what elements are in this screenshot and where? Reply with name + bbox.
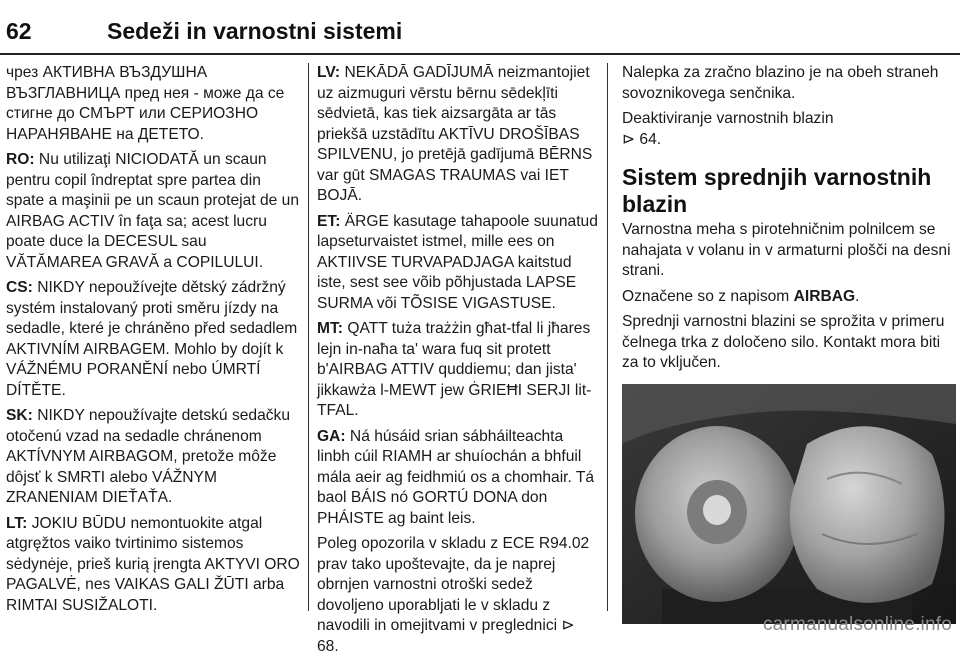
airbag-deploy: Sprednji varnostni blazini se sprožita v primeru čelnega trka z določeno silo. Kontakt mora biti za to vključen. xyxy=(622,313,945,371)
deactivation-note: Deaktiviranje varnostnih blazin ⊳ 64. xyxy=(622,110,834,148)
page-title: Sedeži in varnostni sistemi xyxy=(107,18,403,44)
lv-warning: LV: NEKĀDĀ GADĪJUMĀ neizmantojiet uz aizmuguri vērstu bērnu sēdekļīti sēdvietā, kas tiek aizsargāta ar tās priekšā uzstādītu AKTĪVU DROŠĪBAS SPILVENU, jo pretējā gadījumā BĒRNS var gūt SMAGAS TRAUMAS vai IET BOJĀ. xyxy=(317,64,593,204)
mt-warning: MT: QATT tuża trażżin għat-tfal li jħares lejn in-naħa ta' wara fuq sit protett b'AIRBAG ATTIV quddiemu; dan jista' jikkawża l-MEWT jew ĠRIEĦI SERJI lit-TFAL. xyxy=(317,320,592,419)
bg-warning: чрез АКТИВНА ВЪЗДУШНА ВЪЗГЛАВНИЦА пред нея - може да се стигне до СМЪРТ или СЕРИОЗНО НАРАНЯВАНЕ на ДЕТЕТО. xyxy=(6,64,285,143)
page-number: 62 xyxy=(6,18,32,44)
column-3 xyxy=(622,63,956,624)
ga-warning: GA: Ná húsáid srian sábháilteachta linbh cúil RIAMH ar shuíochán a bhfuil mála aeir ag feidhmiú os a chomhair. Tá baol BÁIS nó GORTÚ DONA don PHÁISTE ag baint leis. xyxy=(317,427,595,527)
page-header xyxy=(0,0,960,58)
column-2 xyxy=(317,63,599,662)
column-divider-1 xyxy=(308,63,309,611)
airbag-marking: Označene so z napisom AIRBAG. xyxy=(622,287,860,305)
column-1 xyxy=(6,63,300,621)
sk-warning: SK: NIKDY nepoužívajte detskú sedačku otočenú vzad na sedadle chránenom AKTÍVNYM AIRBAGOM, pretože môže dôjsť k SMRTI alebo VÁŽNYM ZRANENIAM DIEŤAŤA. xyxy=(6,407,291,506)
header-rule xyxy=(0,53,960,55)
airbag-label-note: Nalepka za zračno blazino je na obeh straneh sovoznikovega senčnika. xyxy=(622,64,939,102)
airbag-photo xyxy=(622,384,956,624)
lt-warning: LT: JOKIU BŪDU nemontuokite atgal atgręžtos vaiko tvirtinimo sistemos sėdynėje, prieš kurią įrengta AKTYVI ORO PAGALVĖ, nes VAIKAS GALI ŽŪTI arba RIMTAI SUSIŽALOTI. xyxy=(6,514,300,614)
watermark: carmanualsonline.info xyxy=(762,614,952,635)
section-heading: Sistem sprednjih varnostnih blazin xyxy=(622,164,932,217)
column-divider-2 xyxy=(607,63,608,611)
ece-note: Poleg opozorila v skladu z ECE R94.02 prav tako upoštevajte, da je naprej obrnjen varnostni otroški sedež dovoljeno uporabljati le v skladu z navodili in omejitvami v preglednici ⊳ 68. xyxy=(317,535,590,655)
cs-warning: CS: NIKDY nepoužívejte dětský zádržný systém instalovaný proti směru jízdy na sedadle, které je chráněno před sedadlem AKTIVNÍM AIRBAGEM. Mohlo by dojít k VÁŽNÉMU PORANĚNÍ nebo ÚMRTÍ DÍTĚTE. xyxy=(6,279,298,399)
ro-warning: RO: Nu utilizaţi NICIODATĂ un scaun pentru copil îndreptat spre partea din spate a maşinii pe un scaun protejat de un AIRBAG ACTIV în faţa sa; acest lucru poate duce la DECESUL sau VĂTĂMAREA GRAVĂ a COPILULUI. xyxy=(6,151,300,271)
page-ref-64[interactable]: ⊳ 64. xyxy=(622,130,662,148)
et-warning: ET: ÄRGE kasutage tahapoole suunatud lapseturvaistet istmel, mille ees on AKTIIVSE TURVAPADJAGA kaitstud iste, sest see võib põhjustada LAPSE SURMA või TÕSISE VIGASTUSE. xyxy=(317,212,598,312)
airbag-location: Varnostna meha s pirotehničnim polnilcem se nahajata v volanu in v armaturni plošči na desni strani. xyxy=(622,221,951,279)
page-ref-68[interactable]: ⊳ 68. xyxy=(317,617,575,655)
